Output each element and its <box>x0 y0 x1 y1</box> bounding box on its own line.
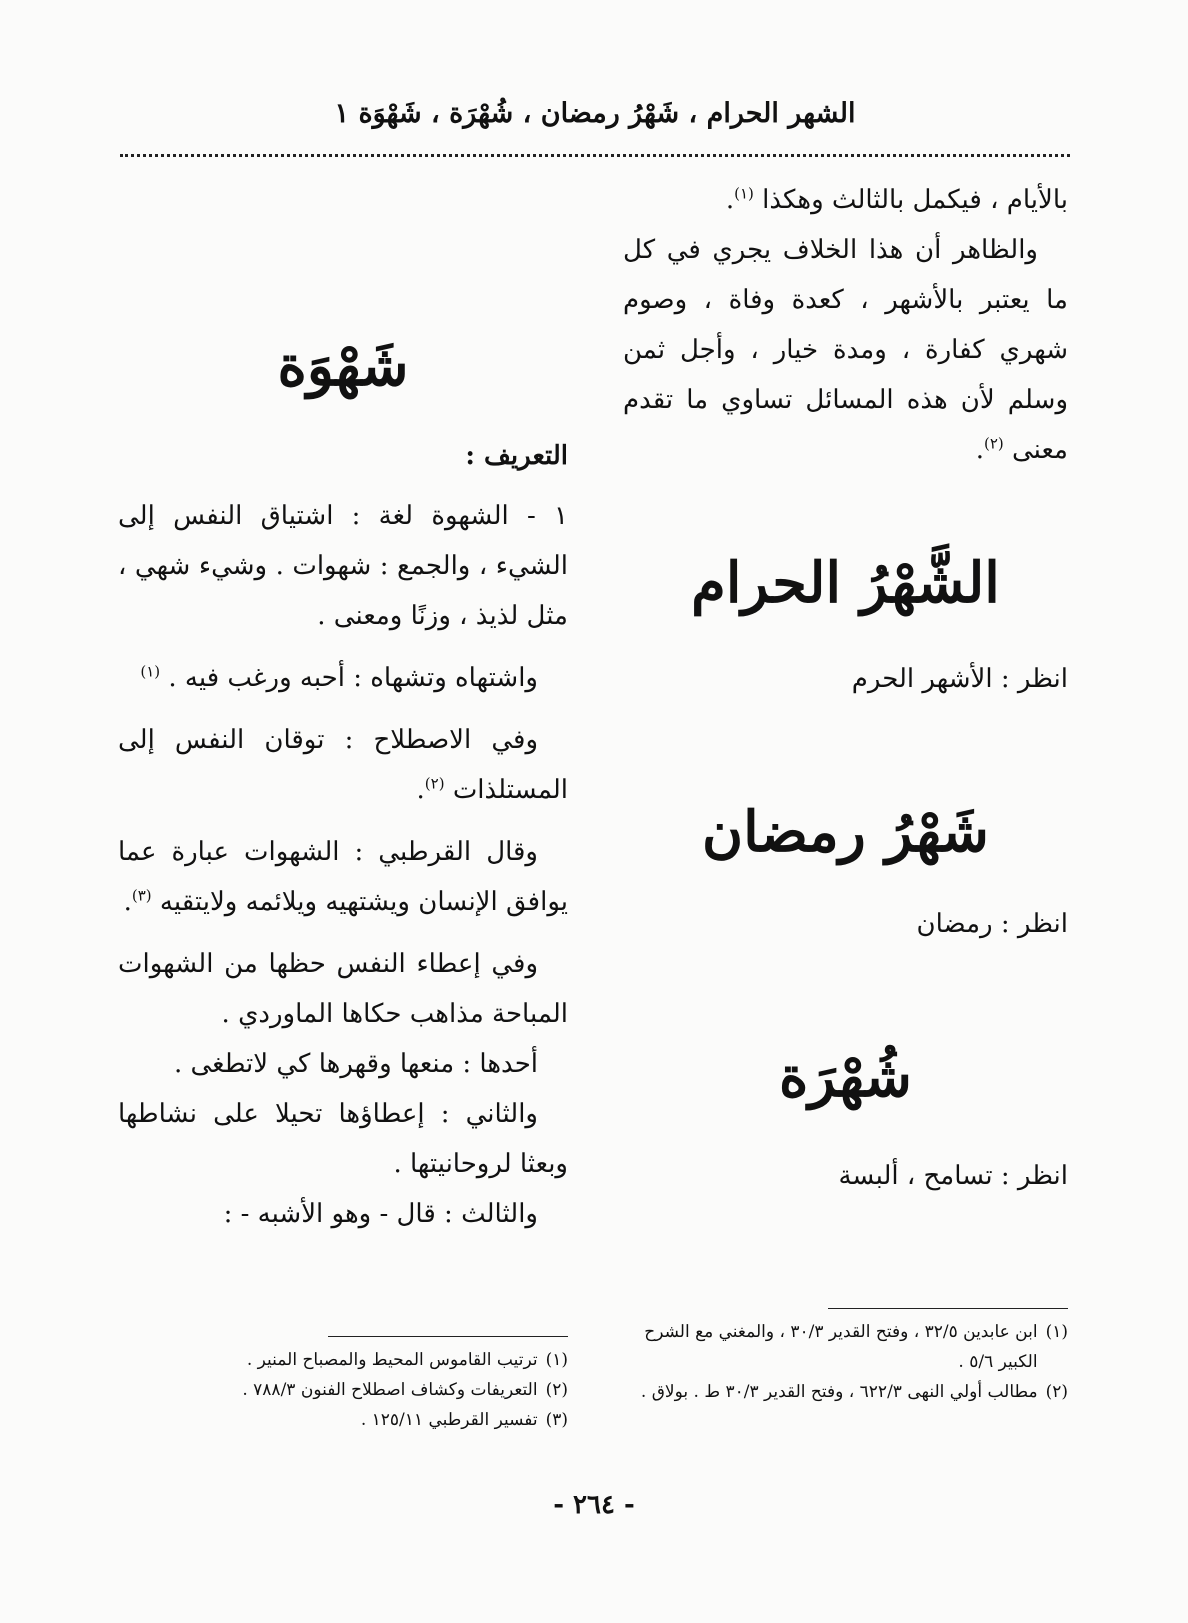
definition-paragraph: والثاني : إعطاؤها تحيلا على نشاطها وبعثا لروحانيتها . <box>118 1098 568 1179</box>
left-column <box>118 330 568 1239</box>
definition-paragraph: وقال القرطبي : الشهوات عبارة عما يوافق الإنسان ويشتهيه ويلائمه ولايتقيه $^{(٣)}$. <box>118 836 568 917</box>
footnote-ref: (٢) <box>983 434 1004 453</box>
right-footnotes <box>618 1308 1068 1407</box>
definition-subheading: التعريف : <box>465 440 568 471</box>
footnote-rule <box>328 1336 568 1337</box>
definition-paragraph: والثالث : قال - وهو الأشبه - : <box>223 1198 538 1229</box>
entry-title-sacred-month: الشَّهْرُ الحرام <box>691 550 1000 616</box>
header-dotted-rule <box>120 154 1070 157</box>
footnote-item: (٢) التعريفات وكشاف اصطلاح الفنون ٧٨٨/٣ . <box>242 1380 568 1400</box>
see-also-sacred-months: انظر : الأشهر الحرم <box>851 663 1068 694</box>
footnote-ref: (٣) <box>131 886 152 905</box>
entry-title-desire: شَهْوَة <box>277 333 409 399</box>
entry-title-fame: شُهْرَة <box>779 1043 912 1110</box>
continuation-line: بالأيام ، فيكمل بالثالث وهكذا $^{(١)}$. <box>725 184 1068 215</box>
footnote-item: (١) ترتيب القاموس المحيط والمصباح المنير . <box>246 1350 568 1370</box>
continuation-paragraph: والظاهر أن هذا الخلاف يجري في كل ما يعتبر بالأشهر ، كعدة وفاة ، وصوم شهري كفارة ، ومدة خيار ، وأجل ثمن وسلم لأن هذه المسائل تساوي ما تقدم معنى $^{(٢)}$. <box>623 235 1068 465</box>
page-number: - ٢٦٤ - <box>553 1490 635 1520</box>
left-footnotes <box>118 1336 568 1435</box>
footnote-item: (٣) تفسير القرطبي ١٢٥/١١ . <box>360 1410 568 1430</box>
footnote-rule <box>828 1308 1068 1309</box>
entry-title-ramadan-month: شَهْرُ رمضان <box>702 798 989 865</box>
see-also-fame: انظر : تسامح ، ألبسة <box>838 1161 1068 1192</box>
definition-paragraph: واشتهاه وتشهاه : أحبه ورغب فيه . $^{(١)}$ <box>140 662 538 693</box>
definition-paragraph: وفي إعطاء النفس حظها من الشهوات المباحة مذاهب حكاها الماوردي . <box>118 948 568 1029</box>
footnote-ref: (١) <box>140 662 161 681</box>
right-column <box>623 175 1068 1201</box>
footnote-item: (١) ابن عابدين ٣٢/٥ ، وفتح القدير ٣٠/٣ ، والمغني مع الشرح الكبير ٥/٦ . <box>644 1322 1068 1372</box>
footnote-item: (٢) مطالب أولي النهى ٦٢٢/٣ ، وفتح القدير ٣٠/٣ ط . بولاق . <box>640 1382 1068 1402</box>
footnote-ref: (١) <box>734 184 754 203</box>
running-header: الشهر الحرام ، شَهْرُ رمضان ، شُهْرَة ، شَهْوَة ١ <box>334 98 856 129</box>
footnote-ref: (٢) <box>424 774 445 793</box>
definition-paragraph: أحدها : منعها وقهرها كي لاتطغى . <box>173 1048 538 1079</box>
definition-paragraph: وفي الاصطلاح : توقان النفس إلى المستلذات $^{(٢)}$. <box>118 724 568 805</box>
definition-paragraph: ١ - الشهوة لغة : اشتياق النفس إلى الشيء ، والجمع : شهوات . وشيء شهي ، مثل لذيذ ، وزنًا ومعنى . <box>118 500 568 631</box>
see-also-ramadan: انظر : رمضان <box>916 908 1068 939</box>
